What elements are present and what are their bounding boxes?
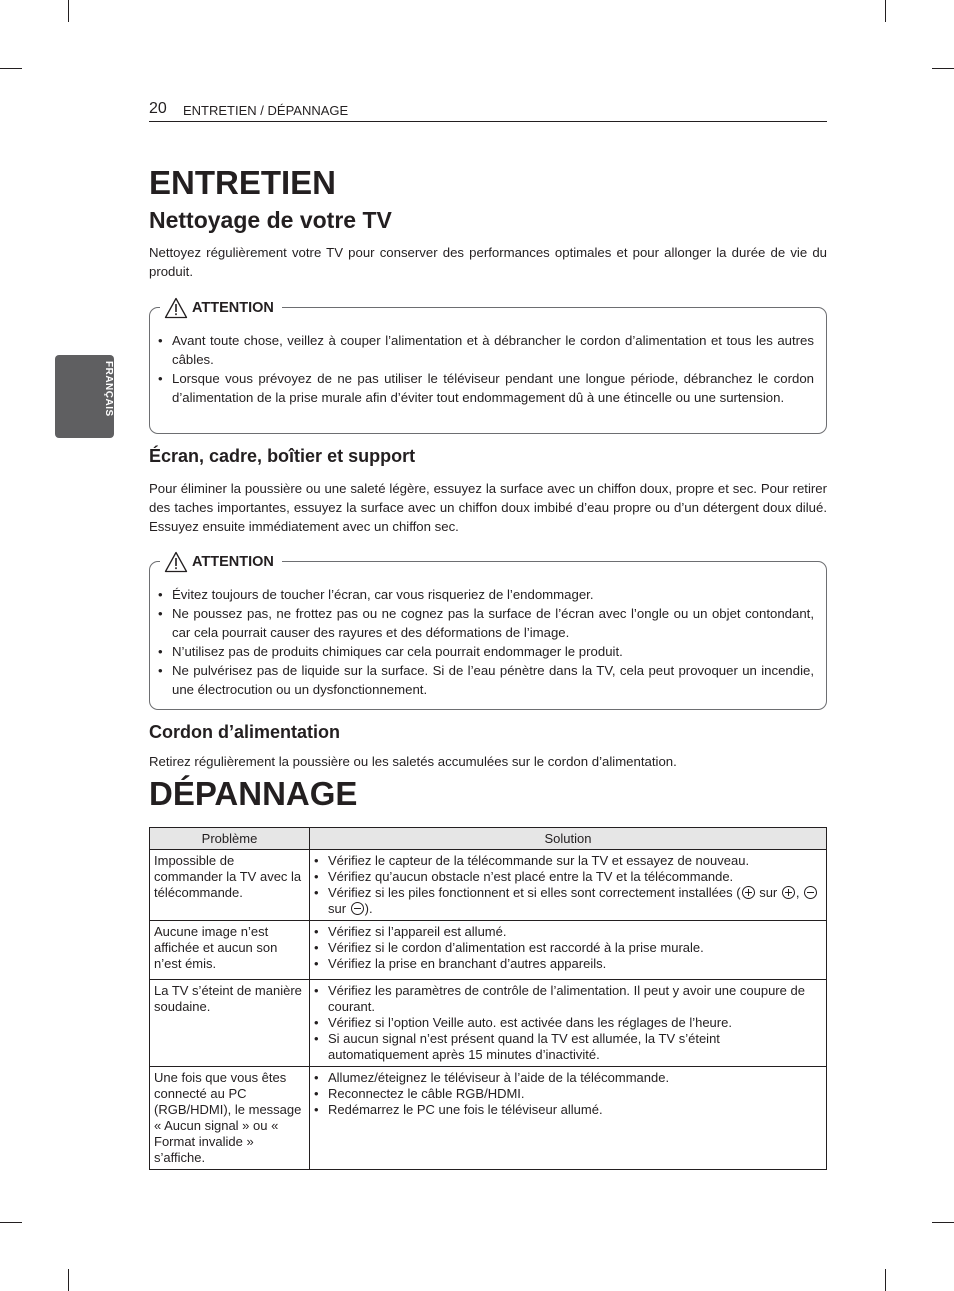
crop-mark bbox=[885, 1269, 886, 1291]
crop-mark bbox=[932, 1222, 954, 1223]
list-item: • Évitez toujours de toucher l’écran, car vous risqueriez de l’endommager. bbox=[158, 585, 814, 604]
table-row bbox=[150, 1067, 827, 1170]
problem-cell: Aucune image n’est affichée et aucun son n’est émis. bbox=[150, 921, 310, 980]
column-header-problem: Problème bbox=[150, 828, 310, 850]
attention-label: ATTENTION bbox=[192, 300, 274, 316]
list-item: • N’utilisez pas de produits chimiques car cela pourrait endommager le produit. bbox=[158, 642, 814, 661]
section-title-depannage: DÉPANNAGE bbox=[149, 775, 358, 812]
list-item: • Vérifiez la prise en branchant d’autres appareils. bbox=[314, 956, 822, 972]
screen-text: Pour éliminer la poussière ou une saleté légère, essuyez la surface avec un chiffon doux, propre et sec. Pour retirer des taches importantes, essuyez la surface avec un chiffon doux imbibé d’eau propre ou d’un détergent doux dilué. Essuyez ensuite immédiatement avec un chiffon sec. bbox=[149, 481, 827, 534]
attention-label: ATTENTION bbox=[192, 554, 274, 570]
crop-mark bbox=[68, 1269, 69, 1291]
solution-cell bbox=[310, 980, 827, 1067]
list-item: • Lorsque vous prévoyez de ne pas utiliser le téléviseur pendant une longue période, débranchez le cordon d’alimentation de la prise murale afin d’éviter tout endommagement dû à une étincelle ou une surtension. bbox=[158, 369, 814, 407]
problem-cell: La TV s’éteint de manière soudaine. bbox=[150, 980, 310, 1067]
attention-list bbox=[158, 585, 814, 699]
list-item: • Allumez/éteignez le téléviseur à l’aide de la télécommande. bbox=[314, 1070, 822, 1086]
cleaning-intro: Nettoyez régulièrement votre TV pour conserver des performances optimales et pour allonger la durée de vie du produit. bbox=[149, 245, 827, 279]
attention-list bbox=[158, 331, 814, 407]
solution-list bbox=[314, 983, 822, 1063]
page-number: 20 bbox=[149, 100, 167, 117]
battery-text: sur bbox=[328, 901, 350, 916]
plus-terminal-icon bbox=[742, 886, 755, 899]
heading-screen: Écran, cadre, boîtier et support bbox=[149, 446, 416, 466]
warning-triangle-icon bbox=[164, 297, 188, 319]
header-rule bbox=[149, 121, 827, 122]
crop-mark bbox=[885, 0, 886, 22]
heading-cord: Cordon d’alimentation bbox=[149, 722, 340, 742]
battery-text: ). bbox=[364, 901, 373, 916]
warning-triangle-icon bbox=[164, 551, 188, 573]
problem-cell: Impossible de commander la TV avec la télécommande. bbox=[150, 850, 310, 921]
cord-text: Retirez régulièrement la poussière ou les saletés accumulées sur le cordon d’alimentation. bbox=[149, 754, 677, 769]
column-header-solution: Solution bbox=[310, 828, 827, 850]
crop-mark bbox=[0, 1222, 22, 1223]
solution-cell bbox=[310, 1067, 827, 1170]
battery-text: Vérifiez si les piles fonctionnent et si elles sont correctement installées ( bbox=[328, 885, 741, 900]
list-item: • Avant toute chose, veillez à couper l’alimentation et à débrancher le cordon d’alimentation et tous les autres câbles. bbox=[158, 331, 814, 369]
minus-terminal-icon bbox=[804, 886, 817, 899]
troubleshooting-table bbox=[149, 827, 827, 1170]
table-row bbox=[150, 921, 827, 980]
table-header-row bbox=[150, 828, 827, 850]
section-title-entretien: ENTRETIEN bbox=[149, 164, 337, 201]
list-item: • Vérifiez qu’aucun obstacle n’est placé entre la TV et la télécommande. bbox=[314, 869, 822, 885]
list-item: • Reconnectez le câble RGB/HDMI. bbox=[314, 1086, 822, 1102]
problem-cell: Une fois que vous êtes connecté au PC (RGB/HDMI), le message « Aucun signal » ou « Format invalide » s’affiche. bbox=[150, 1067, 310, 1170]
running-title: ENTRETIEN / DÉPANNAGE bbox=[183, 103, 349, 118]
solution-list bbox=[314, 1070, 822, 1118]
solution-cell bbox=[310, 921, 827, 980]
language-tab bbox=[55, 355, 114, 438]
crop-mark bbox=[0, 68, 22, 69]
solution-cell bbox=[310, 850, 827, 921]
list-item: • Ne poussez pas, ne frottez pas ou ne cognez pas la surface de l’écran avec l’ongle ou un objet contondant, car cela pourrait causer des rayures et des déformations de l’image. bbox=[158, 604, 814, 642]
crop-mark bbox=[932, 68, 954, 69]
list-item bbox=[314, 885, 822, 917]
list-item: • Vérifiez si le cordon d’alimentation est raccordé à la prise murale. bbox=[314, 940, 822, 956]
list-item: • Si aucun signal n’est présent quand la TV est allumée, la TV s’éteint automatiquement après 15 minutes d’inactivité. bbox=[314, 1031, 822, 1063]
crop-mark bbox=[68, 0, 69, 22]
list-item: • Vérifiez si l’appareil est allumé. bbox=[314, 924, 822, 940]
table-row bbox=[150, 850, 827, 921]
battery-text: sur bbox=[755, 885, 781, 900]
minus-terminal-icon bbox=[351, 902, 364, 915]
list-item: • Vérifiez si l’option Veille auto. est activée dans les réglages de l’heure. bbox=[314, 1015, 822, 1031]
battery-text: , bbox=[795, 885, 804, 900]
list-item: • Vérifiez le capteur de la télécommande sur la TV et essayez de nouveau. bbox=[314, 853, 822, 869]
plus-terminal-icon bbox=[782, 886, 795, 899]
table-row bbox=[150, 980, 827, 1067]
solution-list bbox=[314, 924, 822, 972]
list-item: • Vérifiez les paramètres de contrôle de l’alimentation. Il peut y avoir une coupure de courant. bbox=[314, 983, 822, 1015]
list-item: • Ne pulvérisez pas de liquide sur la surface. Si de l’eau pénètre dans la TV, cela peut provoquer un incendie, une électrocution ou un dysfonctionnement. bbox=[158, 661, 814, 699]
language-tab-label: FRANÇAIS bbox=[103, 361, 114, 417]
list-item: • Redémarrez le PC une fois le téléviseur allumé. bbox=[314, 1102, 822, 1118]
solution-list bbox=[314, 853, 822, 917]
attention-header bbox=[160, 550, 282, 574]
attention-header bbox=[160, 296, 282, 320]
heading-cleaning: Nettoyage de votre TV bbox=[149, 207, 392, 233]
